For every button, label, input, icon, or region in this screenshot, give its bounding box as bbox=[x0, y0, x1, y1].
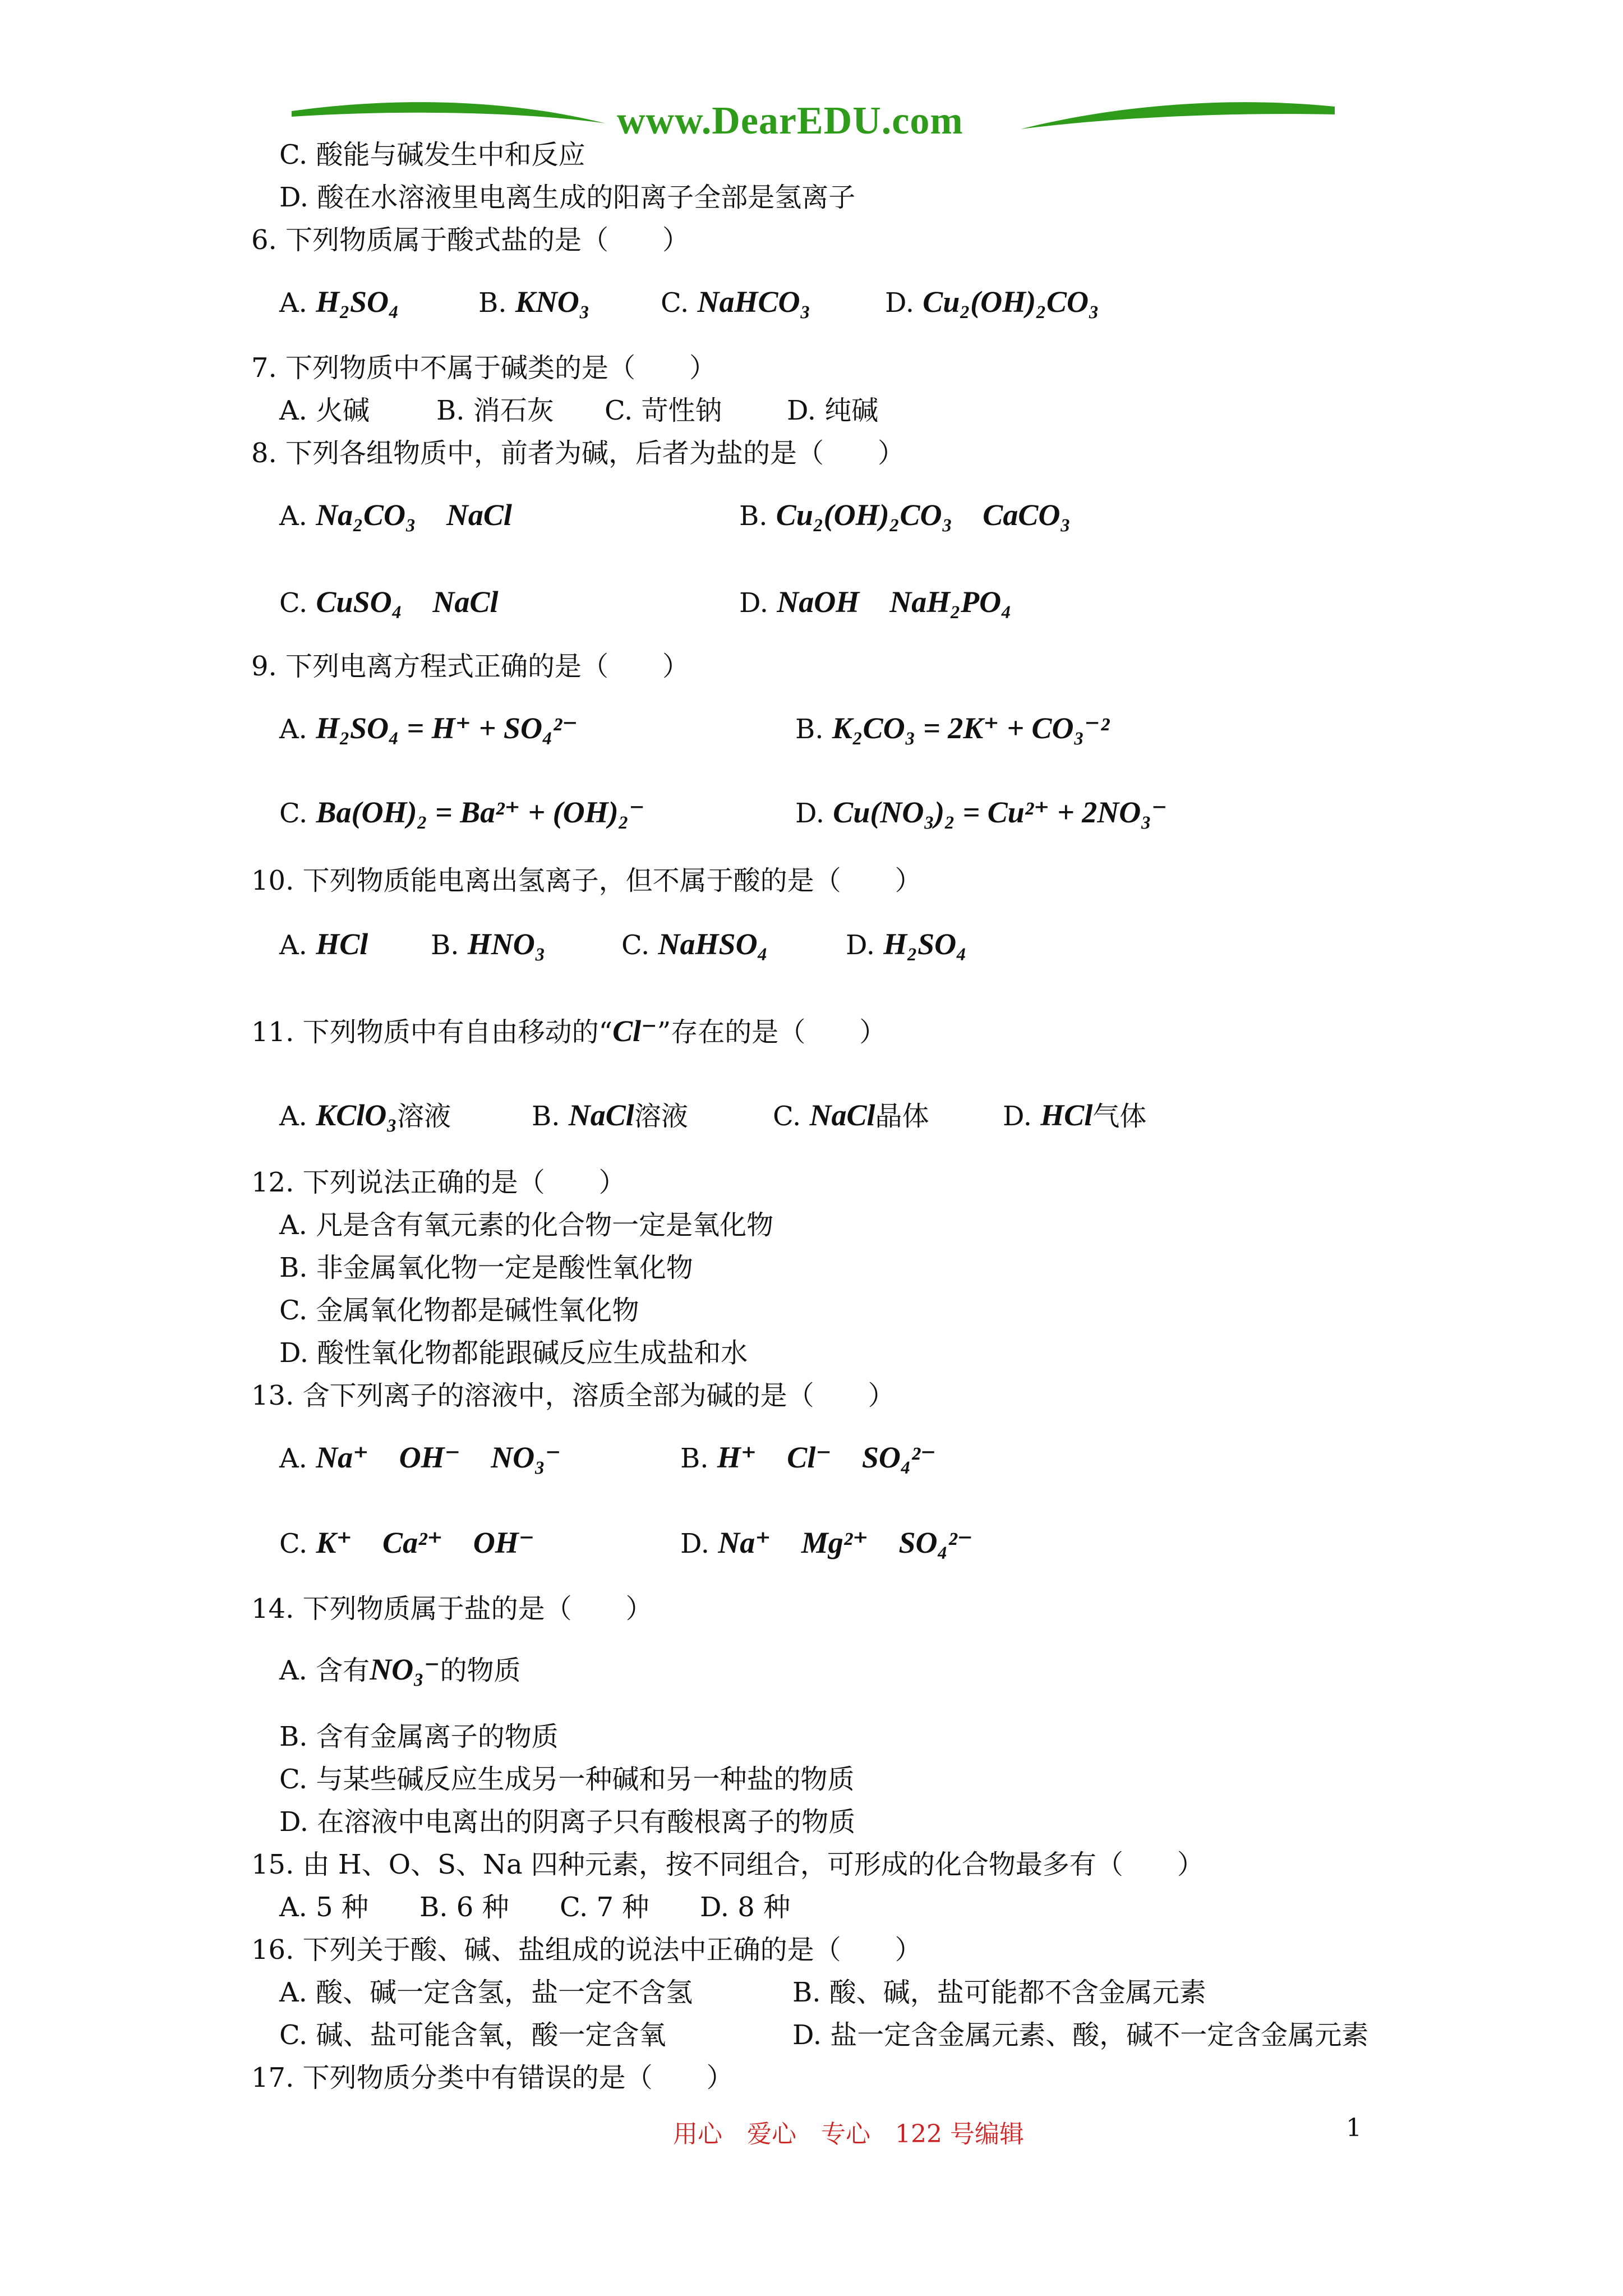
text-run: A. 含有 bbox=[279, 1655, 370, 1686]
text-line bbox=[251, 865, 922, 896]
text-line bbox=[251, 1593, 653, 1625]
text-line bbox=[251, 224, 689, 256]
text-run: 17. 下列物质分类中有错误的是（ ） bbox=[251, 2062, 734, 2093]
answer-option bbox=[436, 395, 554, 426]
formula: HCl bbox=[1040, 1098, 1093, 1132]
text-run: A. bbox=[279, 287, 316, 319]
formula: NaCl bbox=[568, 1098, 634, 1132]
text-line bbox=[279, 1806, 855, 1838]
answer-option bbox=[846, 928, 967, 961]
text-line bbox=[279, 1252, 693, 1283]
answer-option bbox=[680, 1527, 973, 1559]
answer-option bbox=[279, 586, 498, 619]
answer-option bbox=[279, 928, 368, 961]
text-run: D. 酸性氧化物都能跟碱反应生成盐和水 bbox=[279, 1337, 748, 1369]
text-line bbox=[251, 1380, 895, 1411]
text-run: C. 酸能与碱发生中和反应 bbox=[279, 139, 585, 171]
text-run: 11. 下列物质中有自由移动的“ bbox=[251, 1016, 613, 1048]
text-run: C. 苛性钠 bbox=[605, 395, 722, 426]
text-line bbox=[251, 1849, 1204, 1880]
answer-option bbox=[621, 928, 768, 961]
formula: H⁺ Cl⁻ SO₄²⁻ bbox=[717, 1441, 937, 1474]
text-run: 13. 含下列离子的溶液中，溶质全部为碱的是（ ） bbox=[251, 1380, 895, 1411]
answer-option bbox=[605, 395, 722, 426]
text-run: 16. 下列关于酸、碱、盐组成的说法中正确的是（ ） bbox=[251, 1934, 922, 1966]
formula: Cu₂(OH)₂CO₃ bbox=[923, 285, 1099, 319]
text-run: D. 8 种 bbox=[700, 1892, 791, 1923]
answer-option bbox=[279, 499, 512, 532]
formula: NO₃⁻ bbox=[370, 1653, 440, 1686]
text-run: D. bbox=[885, 287, 923, 319]
left-swoosh bbox=[292, 102, 606, 123]
text-run: C. bbox=[773, 1101, 810, 1132]
text-run: B. bbox=[532, 1101, 569, 1132]
answer-option bbox=[279, 1442, 561, 1474]
formula: Ba(OH)₂ = Ba²⁺ + (OH)₂⁻ bbox=[316, 795, 645, 829]
text-run: B. bbox=[431, 930, 468, 961]
formula: KClO₃ bbox=[316, 1098, 398, 1132]
options-row bbox=[279, 586, 1569, 625]
text-run: B. 非金属氧化物一定是酸性氧化物 bbox=[279, 1252, 693, 1283]
formula: Na₂CO₃ NaCl bbox=[316, 498, 512, 532]
page-number: 1 bbox=[1346, 2114, 1362, 2142]
text-line bbox=[251, 438, 905, 469]
text-run: 溶液 bbox=[634, 1101, 688, 1132]
text-line bbox=[251, 352, 716, 384]
text-line bbox=[251, 1015, 886, 1048]
formula: HCl bbox=[316, 927, 368, 961]
text-run: 8. 下列各组物质中，前者为碱，后者为盐的是（ ） bbox=[251, 438, 905, 469]
text-run: A. bbox=[279, 1443, 316, 1474]
text-line bbox=[279, 1337, 748, 1369]
options-row bbox=[279, 1527, 1569, 1566]
answer-option bbox=[792, 1977, 1206, 2008]
options-row bbox=[279, 797, 1569, 836]
answer-option bbox=[1003, 1099, 1146, 1132]
formula: NaHSO₄ bbox=[658, 927, 768, 961]
text-run: B. 6 种 bbox=[419, 1892, 509, 1923]
text-run: C. bbox=[621, 930, 658, 961]
answer-option bbox=[279, 286, 399, 319]
formula: NaOH NaH₂PO₄ bbox=[777, 585, 1012, 619]
answer-option bbox=[279, 1099, 451, 1132]
text-run: B. bbox=[795, 714, 832, 745]
answer-option bbox=[279, 395, 370, 426]
text-run: 的物质 bbox=[440, 1655, 521, 1686]
text-run: 7. 下列物质中不属于碱类的是（ ） bbox=[251, 352, 717, 384]
options-row bbox=[279, 499, 1569, 539]
answer-option bbox=[773, 1099, 929, 1132]
answer-option bbox=[739, 499, 1071, 532]
text-line bbox=[279, 1654, 521, 1686]
formula: Cu(NO₃)₂ = Cu²⁺ + 2NO₃⁻ bbox=[833, 795, 1168, 829]
formula: Na⁺ Mg²⁺ SO₄²⁻ bbox=[718, 1526, 974, 1559]
answer-option bbox=[792, 2019, 1368, 2051]
answer-option bbox=[885, 286, 1099, 319]
text-run: D. 在溶液中电离出的阴离子只有酸根离子的物质 bbox=[279, 1806, 856, 1838]
text-run: C. 7 种 bbox=[560, 1892, 649, 1923]
text-run: D. bbox=[846, 930, 884, 961]
options-row bbox=[279, 928, 1569, 968]
text-run: A. bbox=[279, 500, 316, 532]
answer-option bbox=[279, 1892, 368, 1923]
text-run: A. bbox=[279, 1101, 316, 1132]
text-run: 气体 bbox=[1092, 1101, 1147, 1132]
formula: H₂SO₄ = H⁺ + SO₄²⁻ bbox=[316, 711, 578, 745]
text-run: A. 火碱 bbox=[279, 395, 370, 426]
text-line bbox=[279, 1295, 639, 1326]
text-run: B. bbox=[739, 500, 776, 532]
text-run: C. bbox=[661, 287, 698, 319]
options-row bbox=[279, 286, 1569, 325]
text-line bbox=[279, 1209, 773, 1241]
text-run: C. 碱、盐可能含氧，酸一定含氧 bbox=[279, 2019, 666, 2051]
text-run: C. 与某些碱反应生成另一种碱和另一种盐的物质 bbox=[279, 1764, 855, 1795]
answer-option bbox=[532, 1099, 688, 1132]
formula: NaHCO₃ bbox=[697, 285, 811, 319]
answer-option bbox=[795, 797, 1168, 829]
text-run: C. bbox=[279, 798, 316, 829]
answer-option bbox=[279, 1977, 693, 2008]
answer-option bbox=[279, 797, 645, 829]
options-row bbox=[279, 1977, 1569, 2016]
options-row bbox=[279, 395, 1569, 434]
text-run: D. 酸在水溶液里电离生成的阳离子全部是氢离子 bbox=[279, 182, 856, 213]
text-run: D. bbox=[739, 587, 777, 619]
text-run: ”存在的是（ ） bbox=[657, 1016, 887, 1048]
text-line bbox=[279, 1721, 559, 1752]
text-run: D. bbox=[680, 1528, 718, 1559]
right-swoosh bbox=[1021, 102, 1335, 129]
text-run: A. 酸、碱一定含氢，盐一定不含氢 bbox=[279, 1977, 693, 2008]
text-run: 12. 下列说法正确的是（ ） bbox=[251, 1167, 626, 1198]
text-line bbox=[251, 2062, 734, 2093]
formula: Cl⁻ bbox=[612, 1014, 657, 1048]
text-run: B. 酸、碱，盐可能都不含金属元素 bbox=[792, 1977, 1206, 2008]
text-run: C. bbox=[279, 587, 316, 619]
formula: K⁺ Ca²⁺ OH⁻ bbox=[316, 1526, 535, 1559]
formula: KNO₃ bbox=[515, 285, 590, 319]
text-line bbox=[251, 651, 689, 682]
text-run: 14. 下列物质属于盐的是（ ） bbox=[251, 1593, 653, 1625]
text-run: C. bbox=[279, 1528, 316, 1559]
answer-option bbox=[279, 1527, 534, 1559]
text-run: D. bbox=[795, 798, 833, 829]
text-line bbox=[251, 1167, 626, 1198]
answer-option bbox=[680, 1442, 936, 1474]
options-row bbox=[279, 1892, 1569, 1931]
text-run: 10. 下列物质能电离出氢离子，但不属于酸的是（ ） bbox=[251, 865, 922, 896]
answer-option bbox=[279, 2019, 666, 2051]
text-run: D. 盐一定含金属元素、酸，碱不一定含金属元素 bbox=[792, 2019, 1369, 2051]
text-run: B. 含有金属离子的物质 bbox=[279, 1721, 559, 1752]
text-run: 15. 由 H、O、S、Na 四种元素，按不同组合，可形成的化合物最多有（ ） bbox=[251, 1849, 1204, 1880]
text-run: 溶液 bbox=[397, 1101, 451, 1132]
options-row bbox=[279, 2019, 1569, 2059]
answer-option bbox=[739, 586, 1012, 619]
formula: Cu₂(OH)₂CO₃ CaCO₃ bbox=[776, 498, 1071, 532]
text-run: B. bbox=[478, 287, 515, 319]
text-run: A. 5 种 bbox=[279, 1892, 368, 1923]
options-row bbox=[279, 712, 1569, 752]
footer-note: 用心 爱心 专心 122 号编辑 bbox=[673, 2120, 1024, 2148]
text-run: B. 消石灰 bbox=[436, 395, 554, 426]
formula: HNO₃ bbox=[467, 927, 546, 961]
text-line bbox=[279, 1764, 855, 1795]
text-run: D. bbox=[1003, 1101, 1041, 1132]
text-run: 9. 下列电离方程式正确的是（ ） bbox=[251, 651, 690, 682]
text-run: D. 纯碱 bbox=[787, 395, 879, 426]
answer-option bbox=[560, 1892, 649, 1923]
text-run: A. 凡是含有氧元素的化合物一定是氧化物 bbox=[279, 1209, 774, 1241]
formula: K₂CO₃ = 2K⁺ + CO₃⁻² bbox=[832, 711, 1110, 745]
text-line bbox=[279, 182, 855, 213]
answer-option bbox=[787, 395, 878, 426]
formula: NaCl bbox=[809, 1098, 875, 1132]
answer-option bbox=[419, 1892, 509, 1923]
text-line bbox=[279, 139, 585, 171]
text-run: B. bbox=[680, 1443, 717, 1474]
text-run: 晶体 bbox=[875, 1101, 929, 1132]
answer-option bbox=[661, 286, 810, 319]
answer-option bbox=[700, 1892, 790, 1923]
options-row bbox=[279, 1442, 1569, 1481]
site-logo-text: www.DearEDU.com bbox=[617, 99, 963, 142]
text-run: 6. 下列物质属于酸式盐的是（ ） bbox=[251, 224, 690, 256]
text-line bbox=[251, 1934, 922, 1966]
answer-option bbox=[795, 712, 1109, 745]
formula: Na⁺ OH⁻ NO₃⁻ bbox=[316, 1441, 561, 1474]
answer-option bbox=[431, 928, 546, 961]
text-run: A. bbox=[279, 714, 316, 745]
answer-option bbox=[279, 712, 578, 745]
formula: H₂SO₄ bbox=[316, 285, 399, 319]
answer-option bbox=[478, 286, 590, 319]
text-run: A. bbox=[279, 930, 316, 961]
formula: CuSO₄ NaCl bbox=[316, 585, 499, 619]
text-run: C. 金属氧化物都是碱性氧化物 bbox=[279, 1295, 639, 1326]
formula: H₂SO₄ bbox=[883, 927, 967, 961]
options-row bbox=[279, 1099, 1569, 1139]
